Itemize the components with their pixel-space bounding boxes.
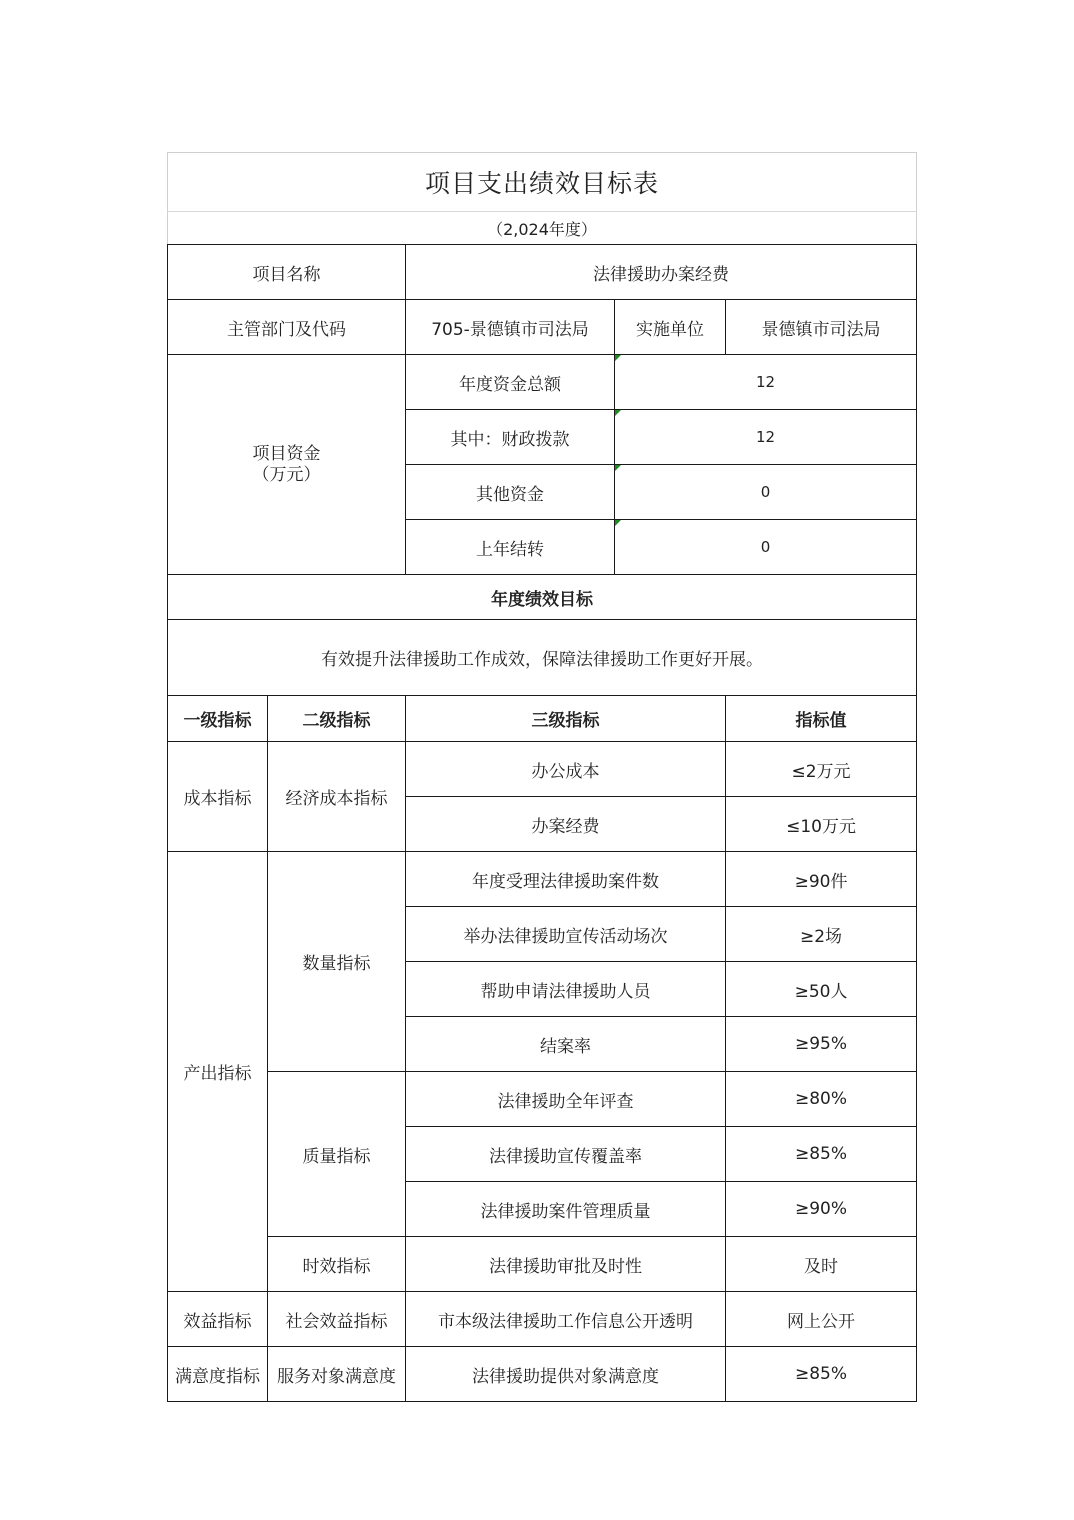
indicator-value: ≥90件 xyxy=(726,852,917,907)
project-funds-label-line1: 项目资金 xyxy=(252,443,321,464)
indicator-value: ≥90% xyxy=(726,1182,917,1237)
level2-timeliness: 时效指标 xyxy=(268,1237,406,1292)
indicator-value: 及时 xyxy=(726,1237,917,1292)
fund-row-label: 上年结转 xyxy=(406,520,615,575)
header-value: 指标值 xyxy=(726,696,917,742)
project-name-value: 法律援助办案经费 xyxy=(406,245,917,300)
indicator-name: 办案经费 xyxy=(406,797,726,852)
level1-cost: 成本指标 xyxy=(168,742,268,852)
fund-carryover-value: 0 xyxy=(760,538,771,556)
implementing-unit-value: 景德镇市司法局 xyxy=(726,300,917,355)
annual-goal-text: 有效提升法律援助工作成效，保障法律援助工作更好开展。 xyxy=(168,620,917,696)
indicator-name: 法律援助审批及时性 xyxy=(406,1237,726,1292)
cell-marker-icon xyxy=(615,520,621,526)
fund-row-value xyxy=(615,410,917,465)
indicator-name: 举办法律援助宣传活动场次 xyxy=(406,907,726,962)
cell-marker-icon xyxy=(615,355,621,361)
fund-row-value xyxy=(615,520,917,575)
indicator-name: 年度受理法律援助案件数 xyxy=(406,852,726,907)
header-level2: 二级指标 xyxy=(268,696,406,742)
cell-marker-icon xyxy=(615,465,621,471)
indicator-value: ≤2万元 xyxy=(726,742,917,797)
indicator-value: ≤10万元 xyxy=(726,797,917,852)
indicator-name: 法律援助案件管理质量 xyxy=(406,1182,726,1237)
performance-target-sheet xyxy=(167,152,916,1402)
indicator-value: ≥85% xyxy=(726,1127,917,1182)
project-funds-label-line2: （万元） xyxy=(252,464,321,485)
cell-marker-icon xyxy=(615,410,621,416)
indicator-name: 办公成本 xyxy=(406,742,726,797)
level1-benefit: 效益指标 xyxy=(168,1292,268,1347)
fund-row-value xyxy=(615,465,917,520)
header-level1: 一级指标 xyxy=(168,696,268,742)
level2-social-benefit: 社会效益指标 xyxy=(268,1292,406,1347)
level1-satisfaction: 满意度指标 xyxy=(168,1347,268,1402)
project-name-label: 项目名称 xyxy=(168,245,406,300)
fund-fiscal-value: 12 xyxy=(755,428,776,446)
table-title: 项目支出绩效目标表 xyxy=(168,153,917,212)
implementing-unit-label: 实施单位 xyxy=(615,300,726,355)
fund-row-value xyxy=(615,355,917,410)
fund-row-label: 其他资金 xyxy=(406,465,615,520)
indicator-name: 法律援助全年评查 xyxy=(406,1072,726,1127)
indicator-value: ≥85% xyxy=(726,1347,917,1402)
fund-row-label: 其中：财政拨款 xyxy=(406,410,615,465)
indicator-value: ≥95% xyxy=(726,1017,917,1072)
project-funds-label xyxy=(168,355,406,575)
indicator-name: 帮助申请法律援助人员 xyxy=(406,962,726,1017)
level1-output: 产出指标 xyxy=(168,852,268,1292)
fiscal-year: （2,024年度） xyxy=(168,212,917,245)
indicator-value: ≥80% xyxy=(726,1072,917,1127)
performance-target-table xyxy=(167,152,917,1402)
level2-quantity: 数量指标 xyxy=(268,852,406,1072)
indicator-name: 法律援助提供对象满意度 xyxy=(406,1347,726,1402)
indicator-value: ≥2场 xyxy=(726,907,917,962)
level2-economic-cost: 经济成本指标 xyxy=(268,742,406,852)
fund-other-value: 0 xyxy=(760,483,771,501)
level2-service-satisfaction: 服务对象满意度 xyxy=(268,1347,406,1402)
indicator-name: 结案率 xyxy=(406,1017,726,1072)
indicator-name: 法律援助宣传覆盖率 xyxy=(406,1127,726,1182)
indicator-value: ≥50人 xyxy=(726,962,917,1017)
level2-quality: 质量指标 xyxy=(268,1072,406,1237)
department-value: 705-景德镇市司法局 xyxy=(406,300,615,355)
annual-goal-heading: 年度绩效目标 xyxy=(168,575,917,620)
indicator-name: 市本级法律援助工作信息公开透明 xyxy=(406,1292,726,1347)
header-level3: 三级指标 xyxy=(406,696,726,742)
fund-row-label: 年度资金总额 xyxy=(406,355,615,410)
indicator-value: 网上公开 xyxy=(726,1292,917,1347)
fund-total-value: 12 xyxy=(755,373,776,391)
department-label: 主管部门及代码 xyxy=(168,300,406,355)
